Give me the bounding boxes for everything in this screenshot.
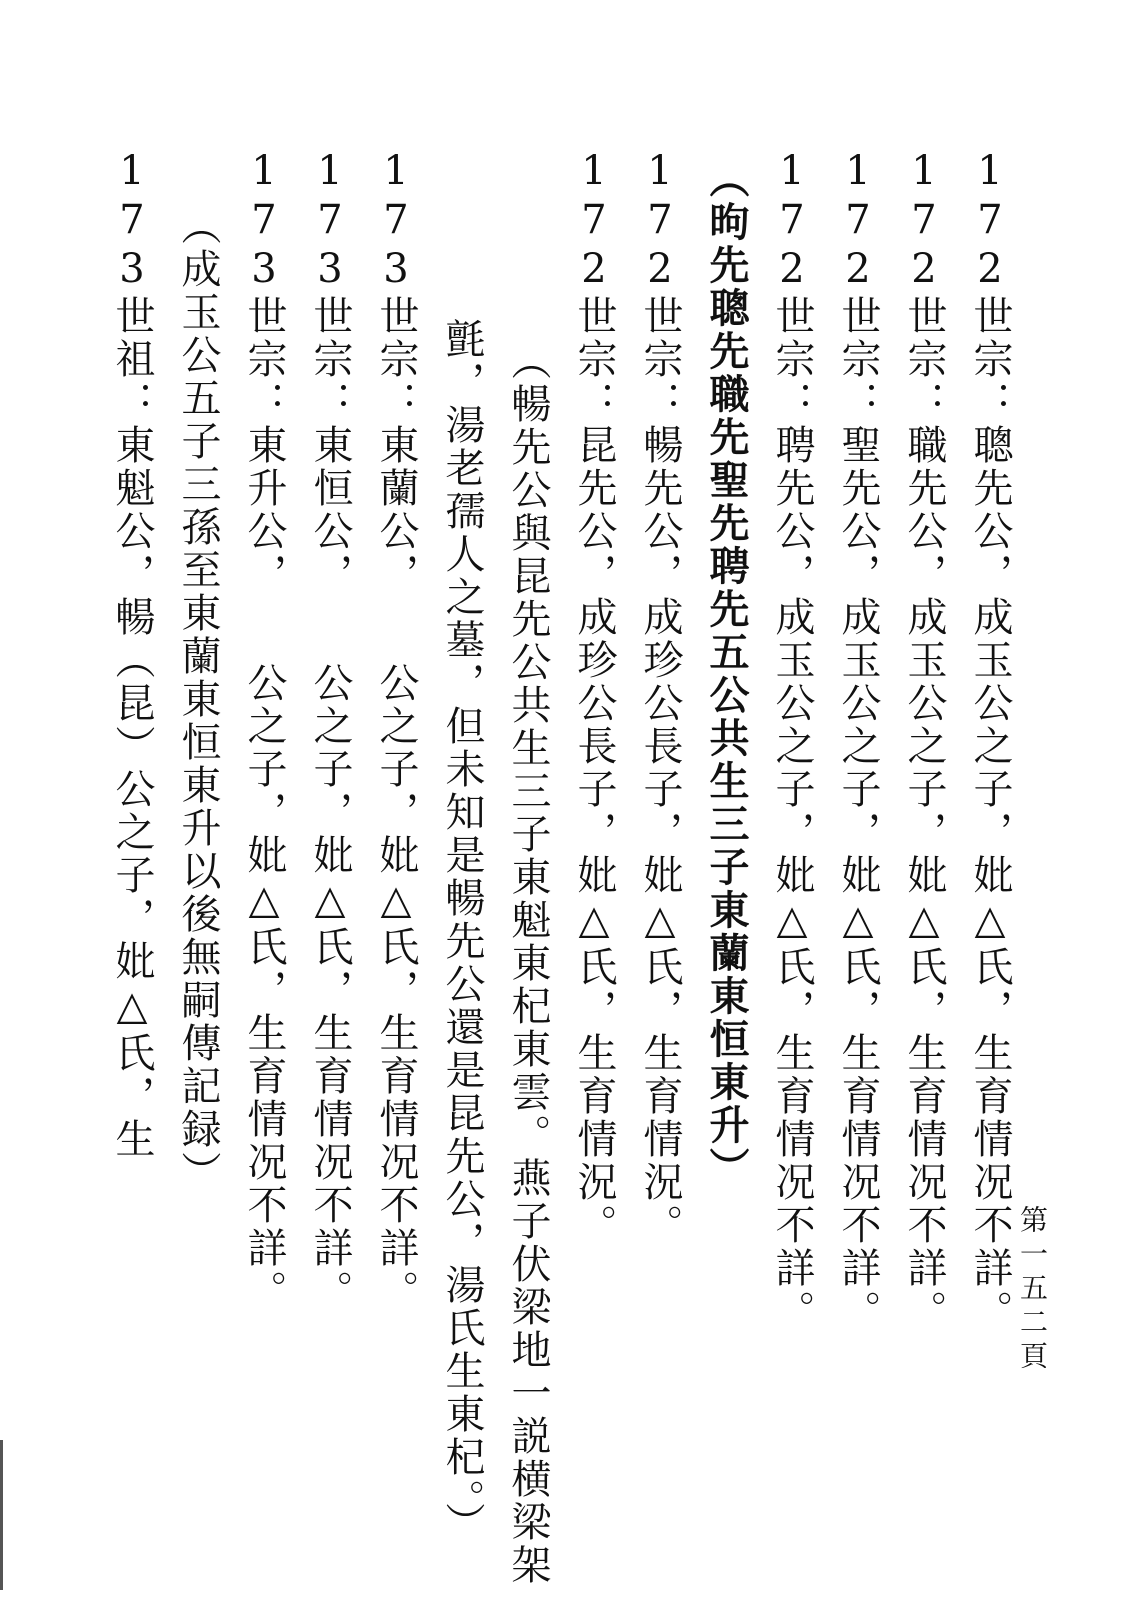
- text-line-4: 172世宗：聘先公，成玉公之子，妣△氏，生育情况不詳。: [769, 148, 815, 1333]
- text-line-14: 173世祖：東魁公，暢（昆）公之子，妣△氏，生: [109, 148, 155, 1161]
- text-line-11: 173世宗：東恒公， 公之子，妣△氏，生育情况不詳。: [307, 148, 353, 1313]
- text-line-1: 172世宗：聰先公，成玉公之子，妣△氏，生育情况不詳。: [967, 148, 1013, 1333]
- page-number: 第一五二頁: [1016, 1205, 1049, 1375]
- text-line-2: 172世宗：職先公，成玉公之子，妣△氏，生育情况不詳。: [901, 148, 947, 1333]
- text-line-6: 172世宗：暢先公，成珍公長子，妣△氏，生育情況。: [637, 148, 683, 1247]
- scan-edge-mark: [0, 1440, 3, 1590]
- text-line-9: 氈，湯老孺人之墓，但未知是暢先公還是昆先公，湯氏生東杞。）: [439, 318, 485, 1545]
- text-line-12: 173世宗：東升公， 公之子，妣△氏，生育情况不詳。: [241, 148, 287, 1313]
- text-line-5: （昫先聰先職先聖先聘先五公共生三子東蘭東恒東升）: [703, 158, 749, 1190]
- text-line-8: （暢先公與昆先公共生三子東魁東杞東雲。燕子伏梁地一説横梁架: [505, 340, 551, 1587]
- text-line-3: 172世宗：聖先公，成玉公之子，妣△氏，生育情况不詳。: [835, 148, 881, 1333]
- text-line-10: 173世宗：東蘭公， 公之子，妣△氏，生育情况不詳。: [373, 148, 419, 1313]
- text-line-13: （成玉公五子三孫至東蘭東恒東升以後無嗣傳記録）: [175, 205, 221, 1194]
- text-line-7: 172世宗：昆先公，成珍公長子，妣△氏，生育情況。: [571, 148, 617, 1247]
